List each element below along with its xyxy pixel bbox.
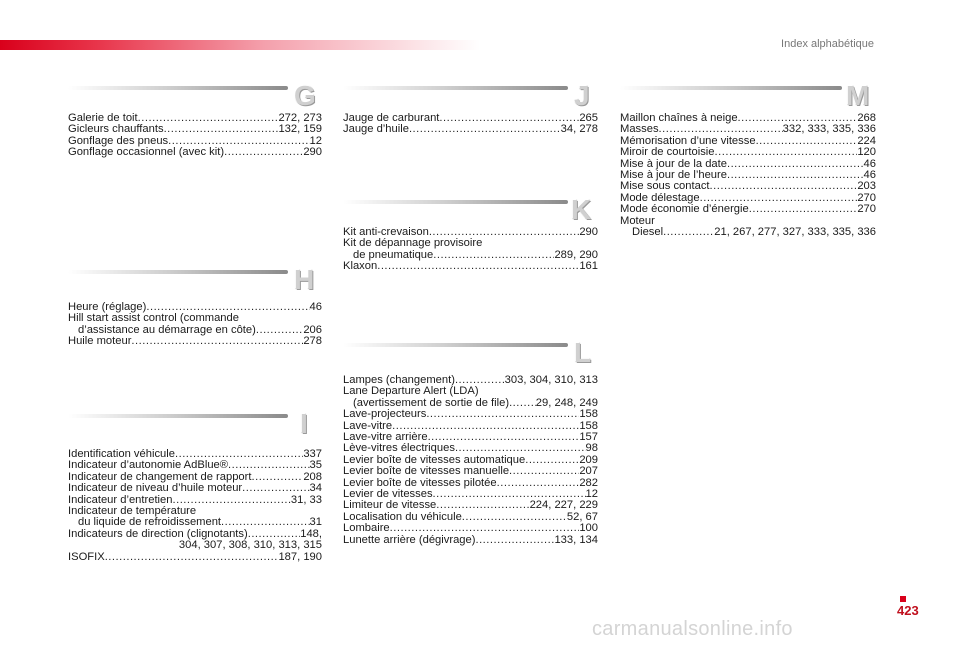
index-entry[interactable]: Huile moteur ..... 278 [68,336,322,347]
section-entries-k [343,227,598,273]
section-entries-m [620,113,876,238]
index-entry-continuation[interactable]: d’assistance au démarrage en côte) ..... 206 [68,325,322,336]
section-letter-l: L [574,337,592,368]
index-entry[interactable]: Lave-vitre ..... 158 [343,421,598,432]
index-entry[interactable]: Masses ..... 332, 333, 335, 336 [620,124,876,135]
index-entry[interactable]: Lève-vitres électriques ..... 98 [343,443,598,454]
index-entry[interactable]: Mode délestage ..... 270 [620,193,876,204]
section-divider-j [343,86,568,90]
section-divider-i [68,414,288,418]
index-entry[interactable]: Lane Departure Alert (LDA) [343,385,479,398]
index-entry[interactable]: Gicleurs chauffants ..... 132, 159 [68,124,322,135]
index-entry[interactable]: Moteur [620,214,655,227]
index-entry[interactable]: Lombaire ..... 100 [343,523,598,534]
section-letter-j: J [574,80,590,111]
index-entry[interactable]: Maillon chaînes à neige ..... 268 [620,113,876,124]
section-divider-m [620,86,842,90]
index-entry[interactable]: Gonflage occasionnel (avec kit) ..... 290 [68,147,322,158]
index-entry[interactable]: Identification véhicule ..... 337 [68,449,322,460]
index-entry-continuation[interactable]: 304, 307, 308, 310, 313, 315 [178,539,322,552]
index-entry[interactable]: Levier boîte de vitesses automatique ..... 209 [343,455,598,466]
index-entry[interactable]: ISOFIX ..... 187, 190 [68,552,322,563]
index-entry[interactable]: Lave-vitre arrière ..... 157 [343,432,598,443]
section-entries-j [343,113,598,136]
index-entry[interactable]: Mise à jour de l’heure ..... 46 [620,170,876,181]
index-entry[interactable]: Lunette arrière (dégivrage) ..... 133, 134 [343,535,598,546]
index-entry[interactable]: Indicateurs de direction (clignotants) ..... 148, [68,529,322,540]
index-entry[interactable]: Kit anti-crevaison ..... 290 [343,227,598,238]
section-entries-l [343,375,598,546]
section-letter-h: H [294,264,315,295]
section-entries-i [68,449,322,563]
index-entry[interactable]: Mise à jour de la date ..... 46 [620,159,876,170]
index-entry-continuation[interactable]: Diesel ..... 21, 267, 277, 327, 333, 335, 336 [620,227,876,238]
index-entry[interactable]: Indicateur d’entretien ..... 31, 33 [68,495,322,506]
index-entry-continuation[interactable]: (avertissement de sortie de file) ..... 29, 248, 249 [343,398,598,409]
index-entry-continuation[interactable]: du liquide de refroidissement ..... 31 [68,517,322,528]
index-entry[interactable]: Mise sous contact ..... 203 [620,181,876,192]
index-entry[interactable]: Lampes (changement) ..... 303, 304, 310, 313 [343,375,598,386]
section-letter-k: K [571,194,592,225]
index-entry[interactable]: Lave-projecteurs ..... 158 [343,409,598,420]
page-header-title: Index alphabétique [781,38,874,50]
index-entry[interactable]: Indicateur de température [68,505,197,518]
section-divider-l [343,343,568,347]
index-entry[interactable]: Limiteur de vitesse ..... 224, 227, 229 [343,500,598,511]
section-letter-m: M [846,80,870,111]
index-entry[interactable]: Mode économie d’énergie ..... 270 [620,204,876,215]
index-entry[interactable]: Indicateur de niveau d’huile moteur ..... 34 [68,483,322,494]
index-entry[interactable]: Levier boîte de vitesses manuelle ..... 207 [343,466,598,477]
index-entry[interactable]: Indicateur d’autonomie AdBlue® ..... 35 [68,460,322,471]
page-number: 423 [897,603,919,618]
watermark-text: carmanualsonline.info [592,618,793,640]
index-entry[interactable]: Hill start assist control (commande [68,312,239,325]
section-divider-h [68,270,288,274]
index-entry[interactable]: Kit de dépannage provisoire [343,237,483,250]
index-entry[interactable]: Levier de vitesses ..... 12 [343,489,598,500]
page-marker-square [900,596,906,602]
index-entry[interactable]: Jauge d’huile ..... 34, 278 [343,124,598,135]
index-entry[interactable]: Galerie de toit ..... 272, 273 [68,113,322,124]
index-entry[interactable]: Levier boîte de vitesses pilotée ..... 282 [343,478,598,489]
section-entries-h [68,302,322,348]
section-letter-g: G [294,80,316,111]
section-divider-k [343,200,568,204]
section-letter-i: I [300,408,308,439]
section-entries-g [68,113,322,159]
index-entry[interactable]: Jauge de carburant ..... 265 [343,113,598,124]
section-divider-g [68,86,288,90]
index-entry[interactable]: Mémorisation d’une vitesse ..... 224 [620,136,876,147]
index-entry[interactable]: Gonflage des pneus ..... 12 [68,136,322,147]
index-entry[interactable]: Indicateur de changement de rapport ..... 208 [68,472,322,483]
index-entry[interactable]: Localisation du véhicule ..... 52, 67 [343,512,598,523]
header-accent-bar [0,40,480,50]
index-entry[interactable]: Klaxon ..... 161 [343,261,598,272]
index-entry[interactable]: Heure (réglage) ..... 46 [68,302,322,313]
index-entry-continuation[interactable]: de pneumatique ..... 289, 290 [343,250,598,261]
index-entry[interactable]: Miroir de courtoisie ..... 120 [620,147,876,158]
